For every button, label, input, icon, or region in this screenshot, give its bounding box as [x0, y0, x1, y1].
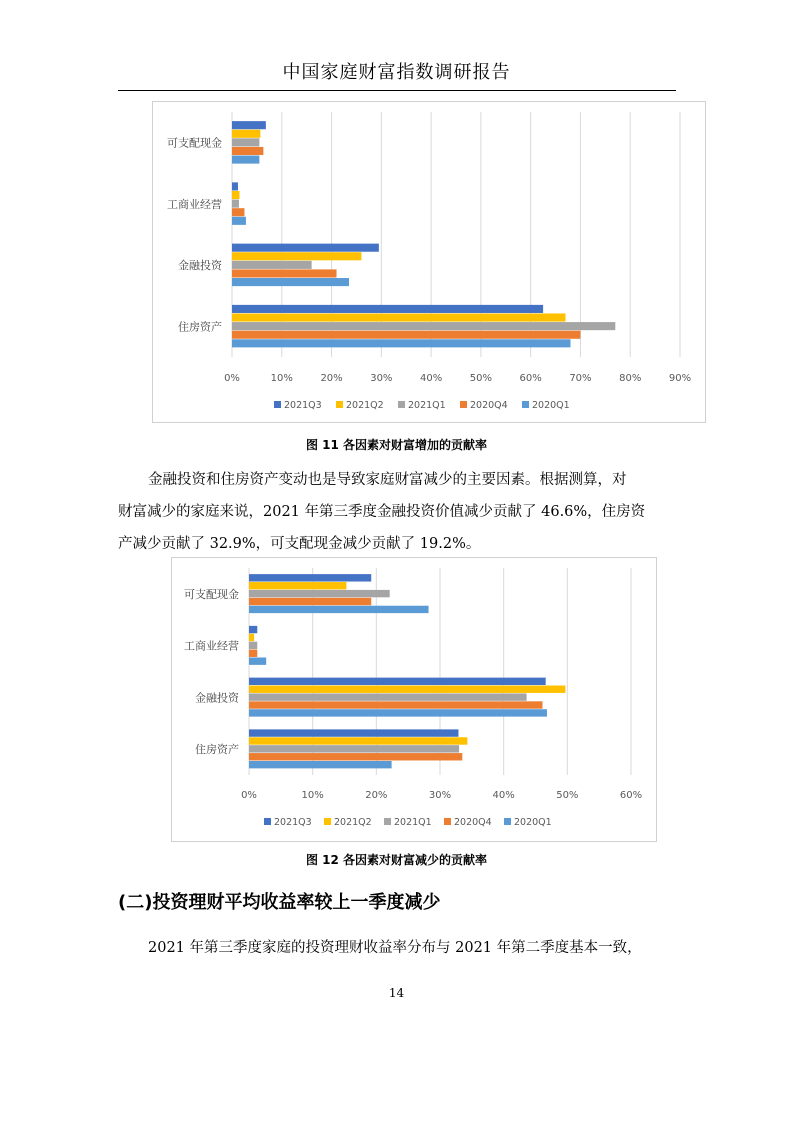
bar-2021Q1-3 [249, 745, 459, 752]
bar-2021Q3-2 [232, 244, 379, 252]
legend-label: 2020Q4 [470, 400, 508, 411]
x-tick-label: 30% [428, 790, 452, 801]
x-tick-label: 70% [569, 373, 592, 384]
bar-2020Q4-0 [232, 147, 263, 155]
bar-2021Q3-2 [249, 678, 546, 685]
bar-2021Q1-0 [232, 138, 259, 146]
paragraph-1-line-3: 产减少贡献了 32.9%，可支配现金减少贡献了 19.2%。 [118, 536, 481, 552]
bar-2021Q1-3 [232, 322, 615, 330]
bar-2021Q2-2 [232, 252, 361, 260]
bar-2020Q4-1 [249, 650, 257, 657]
x-tick-label: 0% [241, 790, 257, 801]
x-tick-label: 40% [419, 373, 443, 384]
chart-figure-12-svg [172, 558, 656, 841]
bar-2020Q1-3 [249, 761, 392, 768]
x-tick-label: 80% [619, 373, 642, 384]
legend-swatch-2020Q1 [504, 818, 511, 825]
bar-2020Q1-0 [249, 606, 429, 613]
bar-2020Q4-1 [232, 208, 244, 216]
bar-2021Q2-0 [232, 130, 260, 138]
paragraph-1-line-1: 金融投资和住房资产变动也是导致家庭财富减少的主要因素。根据测算，对 [148, 472, 627, 488]
paragraph-1-line-2: 财富减少的家庭来说，2021 年第三季度金融投资价值减少贡献了 46.6%，住房资 [118, 504, 646, 520]
header-rule [118, 90, 676, 91]
bar-2021Q2-0 [249, 582, 346, 589]
category-label: 可支配现金 [167, 136, 222, 150]
figure-11-caption: 图 11 各因素对财富增加的贡献率 [305, 438, 488, 452]
bar-2021Q2-1 [232, 191, 239, 199]
chart-figure-12 [171, 557, 657, 842]
bar-2020Q1-1 [249, 657, 266, 664]
legend-swatch-2021Q3 [274, 401, 281, 408]
x-tick-label: 30% [370, 373, 393, 384]
x-tick-label: 50% [556, 790, 579, 801]
legend-label: 2021Q1 [408, 400, 446, 411]
bar-2020Q1-2 [232, 278, 349, 286]
x-tick-label: 60% [519, 373, 542, 384]
bar-2021Q1-2 [232, 261, 312, 269]
bar-2020Q1-3 [232, 339, 570, 347]
legend-label: 2020Q4 [454, 817, 492, 828]
x-tick-label: 90% [668, 373, 692, 384]
legend-label: 2021Q3 [274, 817, 312, 828]
x-tick-label: 20% [320, 373, 343, 384]
category-label: 住房资产 [195, 743, 239, 757]
bar-2021Q2-1 [249, 634, 254, 641]
bar-2021Q3-1 [249, 626, 257, 633]
category-label: 可支配现金 [184, 587, 239, 601]
bar-2021Q3-3 [249, 729, 458, 736]
paragraph-1 [118, 464, 678, 560]
x-tick-label: 10% [270, 373, 293, 384]
bar-2021Q1-0 [249, 590, 390, 597]
figure-12-caption: 图 12 各因素对财富减少的贡献率 [305, 853, 488, 867]
bar-2020Q4-3 [232, 331, 580, 339]
category-label: 住房资产 [178, 320, 222, 334]
bar-2020Q4-2 [249, 701, 543, 708]
bar-2021Q3-0 [249, 574, 371, 581]
page-header-title: 中国家庭财富指数调研报告 [282, 62, 511, 83]
legend-swatch-2021Q2 [336, 401, 343, 408]
legend-swatch-2020Q4 [444, 818, 451, 825]
legend-swatch-2020Q4 [460, 401, 467, 408]
category-label: 工商业经营 [167, 197, 222, 211]
legend-swatch-2021Q3 [264, 818, 271, 825]
bar-2020Q4-2 [232, 269, 337, 277]
category-label: 金融投资 [195, 691, 239, 705]
chart-figure-11 [152, 101, 706, 423]
x-tick-label: 40% [492, 790, 515, 801]
legend-label: 2021Q3 [284, 400, 322, 411]
bar-2021Q1-2 [249, 693, 527, 700]
bar-2020Q4-3 [249, 753, 462, 760]
page-number: 14 [388, 986, 405, 1000]
legend-swatch-2021Q2 [324, 818, 331, 825]
bar-2020Q1-1 [232, 217, 246, 225]
section-heading: (二)投资理财平均收益率较上一季度减少 [118, 892, 441, 913]
legend-swatch-2021Q1 [384, 818, 391, 825]
bar-2021Q2-3 [232, 313, 566, 321]
bar-2021Q1-1 [232, 200, 239, 208]
bar-2021Q2-3 [249, 737, 467, 744]
x-tick-label: 20% [365, 790, 388, 801]
x-tick-label: 10% [301, 790, 324, 801]
x-tick-label: 0% [224, 373, 240, 384]
bar-2021Q2-2 [249, 686, 565, 693]
paragraph-2 [118, 932, 678, 964]
paragraph-2-line-1: 2021 年第三季度家庭的投资理财收益率分布与 2021 年第二季度基本一致， [148, 940, 642, 956]
bar-2021Q3-1 [232, 182, 238, 190]
category-label: 工商业经营 [184, 639, 239, 653]
legend-swatch-2021Q1 [398, 401, 405, 408]
legend-swatch-2020Q1 [522, 401, 529, 408]
bar-2020Q4-0 [249, 598, 371, 605]
bar-2021Q3-0 [232, 121, 266, 129]
bar-2021Q1-1 [249, 642, 257, 649]
legend-label: 2021Q2 [346, 400, 384, 411]
x-tick-label: 50% [469, 373, 493, 384]
x-tick-label: 60% [619, 790, 643, 801]
legend-label: 2021Q1 [394, 817, 432, 828]
legend-label: 2020Q1 [532, 400, 570, 411]
legend-label: 2020Q1 [514, 817, 552, 828]
category-label: 金融投资 [178, 259, 222, 273]
bar-2020Q1-0 [232, 156, 259, 164]
bar-2021Q3-3 [232, 305, 543, 313]
chart-figure-11-svg [153, 102, 705, 422]
bar-2020Q1-2 [249, 709, 547, 716]
legend-label: 2021Q2 [334, 817, 372, 828]
